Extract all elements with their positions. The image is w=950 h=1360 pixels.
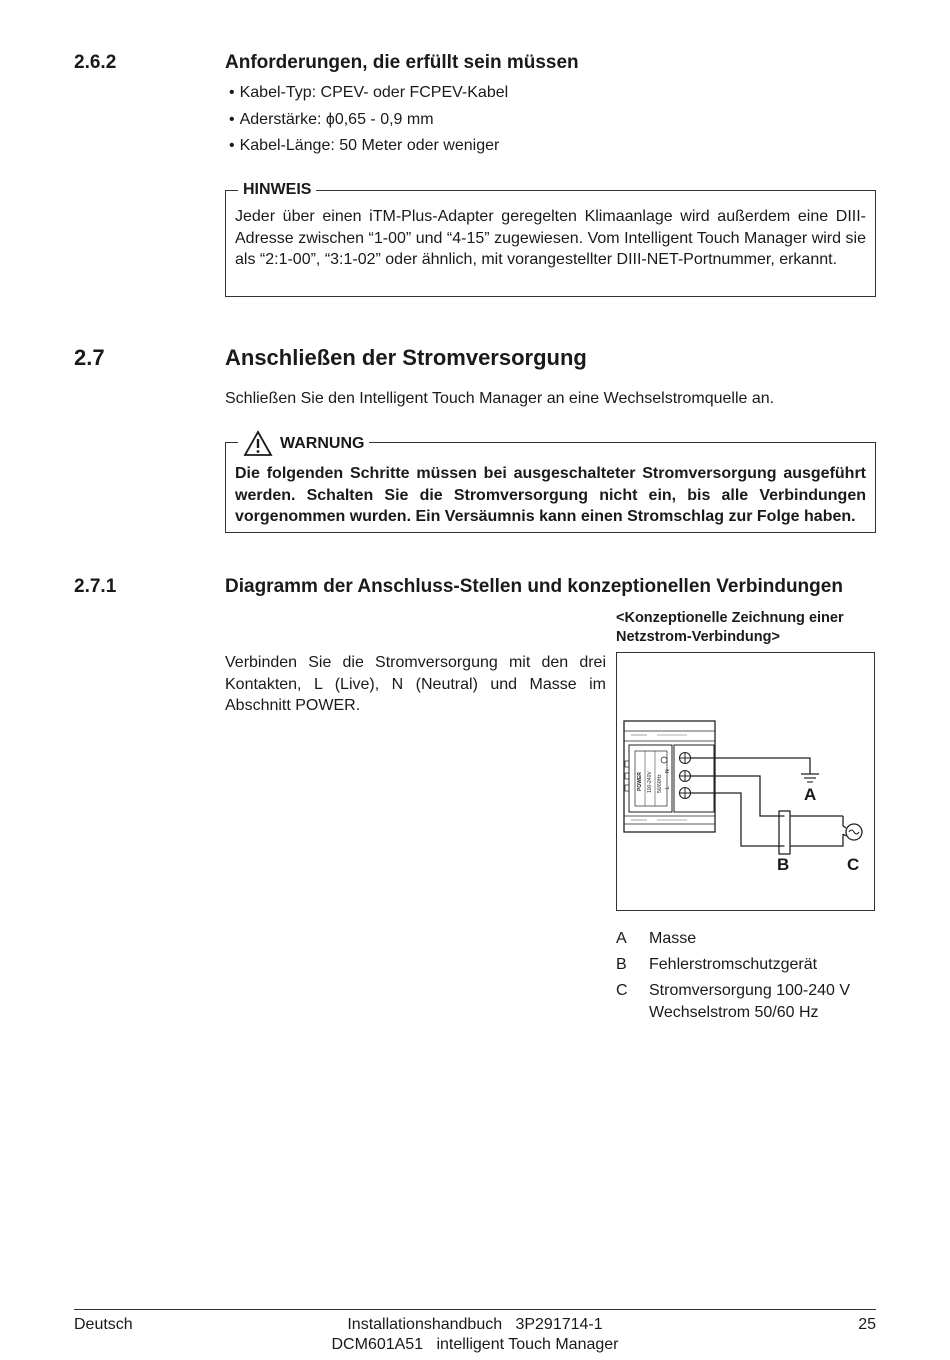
legend-value: Fehlerstromschutzgerät bbox=[649, 956, 818, 973]
legend-item bbox=[616, 980, 881, 1024]
wiring-diagram bbox=[617, 653, 874, 910]
breaker bbox=[779, 811, 790, 854]
legend-item bbox=[616, 928, 881, 950]
device-label: POWER bbox=[637, 772, 643, 791]
device-label: L bbox=[665, 786, 671, 789]
device-label: 100-240V bbox=[647, 771, 653, 793]
neutral-wire bbox=[691, 776, 780, 816]
section-title: Diagramm der Anschluss-Stellen und konzeptionellen Verbindungen bbox=[225, 576, 843, 597]
ground-wire bbox=[691, 758, 811, 774]
legend-key: B bbox=[616, 956, 627, 973]
legend-value: Masse bbox=[649, 930, 697, 947]
requirements-list bbox=[229, 80, 508, 160]
figure-label-b: B bbox=[777, 855, 790, 874]
page-number: 25 bbox=[858, 1316, 876, 1333]
section-number: 2.7.1 bbox=[74, 576, 117, 597]
device-label: 50/60Hz bbox=[657, 774, 663, 793]
section-title: Anschließen der Stromversorgung bbox=[225, 345, 587, 370]
legend-item bbox=[616, 954, 881, 976]
note-label: HINWEIS bbox=[238, 181, 316, 199]
figure-label-c: C bbox=[847, 855, 860, 874]
footer-doc-line1: Installationshandbuch 3P291714-1 bbox=[347, 1316, 603, 1333]
section-intro: Schließen Sie den Intelligent Touch Manager an eine Wechselstromquelle an. bbox=[225, 390, 775, 407]
legend-key: A bbox=[616, 930, 627, 947]
live-wire bbox=[691, 793, 844, 846]
warning-text: Die folgenden Schritte müssen bei ausgeschalteter Stromversorgung ausgeführt werden. Schalten Sie die Stromversorgung nicht ein, bis alle Verbindungen vorgenommen wurden. Ein Versäumnis kann einen Stromschlag zur Folge haben. bbox=[235, 465, 866, 525]
warning-triangle-icon bbox=[243, 430, 273, 457]
footer-divider bbox=[74, 1309, 876, 1310]
list-item: • Kabel-Typ: CPEV- oder FCPEV-Kabel bbox=[229, 80, 508, 107]
section-number: 2.7 bbox=[74, 345, 105, 370]
figure-frame bbox=[616, 652, 875, 911]
section-body: Verbinden Sie die Stromversorgung mit den drei Kontakten, L (Live), N (Neutral) und Masse im Abschnitt POWER. bbox=[225, 654, 606, 714]
footer-doc-line2: DCM601A51 intelligent Touch Manager bbox=[331, 1336, 619, 1353]
section-title: Anforderungen, die erfüllt sein müssen bbox=[225, 52, 579, 73]
figure-caption: <Konzeptionelle Zeichnung einer Netzstrom-Verbindung> bbox=[616, 610, 844, 645]
note-text: Jeder über einen iTM-Plus-Adapter geregelten Klimaanlage wird außerdem eine DIII-Adresse zwischen “1-00” und “4-15” zugewiesen. Vom Intelligent Touch Manager wird sie als “2:1-00”, “3:1-02” oder ähnlich, mit vorangestellter DIII-NET-Portnummer, erkannt. bbox=[235, 208, 866, 268]
footer-language: Deutsch bbox=[74, 1316, 133, 1333]
warning-label: WARNUNG bbox=[280, 434, 365, 452]
warning-header bbox=[238, 430, 369, 457]
legend-key: C bbox=[616, 982, 628, 999]
list-item: • Aderstärke: ϕ0,65 - 0,9 mm bbox=[229, 107, 508, 134]
figure-label-a: A bbox=[804, 785, 817, 804]
device-label: N bbox=[665, 769, 671, 773]
section-number: 2.6.2 bbox=[74, 52, 117, 73]
legend-value: Stromversorgung 100-240 V Wechselstrom 50/60 Hz bbox=[649, 982, 850, 1021]
list-item: • Kabel-Länge: 50 Meter oder weniger bbox=[229, 133, 508, 160]
